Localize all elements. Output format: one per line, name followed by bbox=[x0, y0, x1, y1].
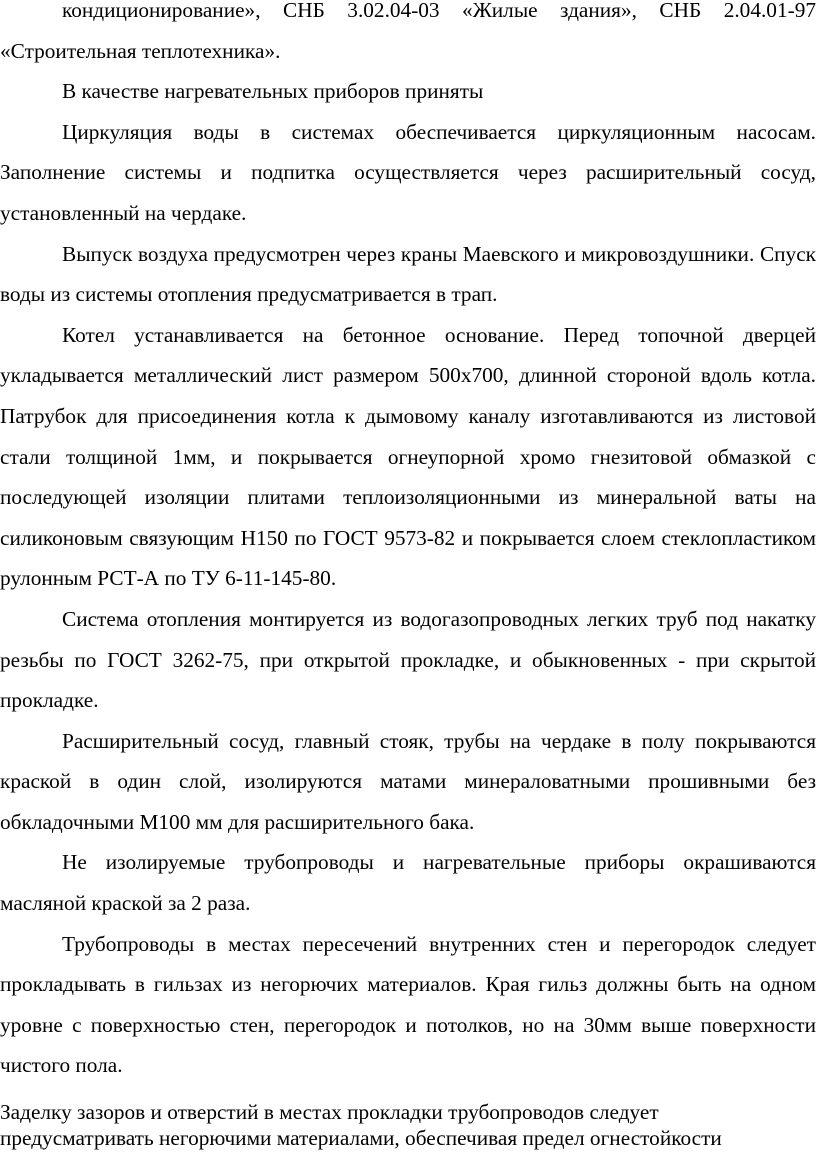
paragraph-air-release: Выпуск воздуха предусмотрен через краны Маевского и микровоздушники. Спуск воды из системы отопления предусматривается в трап. bbox=[0, 241, 816, 307]
paragraph-expansion-vessel-insulation: Расширительный сосуд, главный стояк, трубы на чердаке в полу покрываются краской в один слой, изолируются матами минераловатными прошивными без обкладочными М100 мм для расширительного бака. bbox=[0, 728, 816, 834]
paragraph-pipe-mounting: Система отопления монтируется из водогазопроводных легких труб под накатку резьбы по ГОСТ 3262-75, при открытой прокладке, и обыкновенных - при скрытой прокладке. bbox=[0, 606, 816, 713]
paragraph-standards-list: кондиционирование», СНБ 3.02.04-03 «Жилые здания», СНБ 2.04.01-97 «Строительная теплотехника». bbox=[0, 0, 816, 63]
paragraph-pipe-sleeves: Трубопроводы в местах пересечений внутренних стен и перегородок следует прокладывать в гильзах из негорючих материалов. Края гильз должны быть на одном уровне с поверхностью стен, перегородок и потолков, но на 30мм выше поверхности чистого пола. bbox=[0, 931, 816, 1078]
paragraph-painting: Не изолируемые трубопроводы и нагревательные приборы окрашиваются масляной краской за 2 раза. bbox=[0, 850, 816, 916]
paragraph-boiler-installation: Котел устанавливается на бетонное основание. Перед топочной дверцей укладывается металлический лист размером 500х700, длинной стороной вдоль котла. Патрубок для присоединения котла к дымовому каналу изготавливаются из листовой стали толщиной 1мм, и покрывается огнеупорной хромо гнезитовой обмазкой с последующей изоляции плитами теплоизоляционными из минеральной ваты на силиконовым связующим Н150 по ГОСТ 9573-82 и покрывается слоем стеклопластиком рулонным РСТ-А по ТУ 6-11-145-80. bbox=[0, 322, 816, 591]
paragraph-heating-devices: В качестве нагревательных приборов приняты bbox=[62, 79, 484, 104]
paragraph-water-circulation: Циркуляция воды в системах обеспечивается циркуляционным насосам. Заполнение системы и подпитка осуществляется через расширительный сосуд, установленный на чердаке. bbox=[0, 119, 816, 225]
paragraph-gap-sealing: Заделку зазоров и отверстий в местах прокладки трубопроводов следует предусматривать негорючими материалами, обеспечивая предел огнестойкости bbox=[0, 1100, 722, 1150]
